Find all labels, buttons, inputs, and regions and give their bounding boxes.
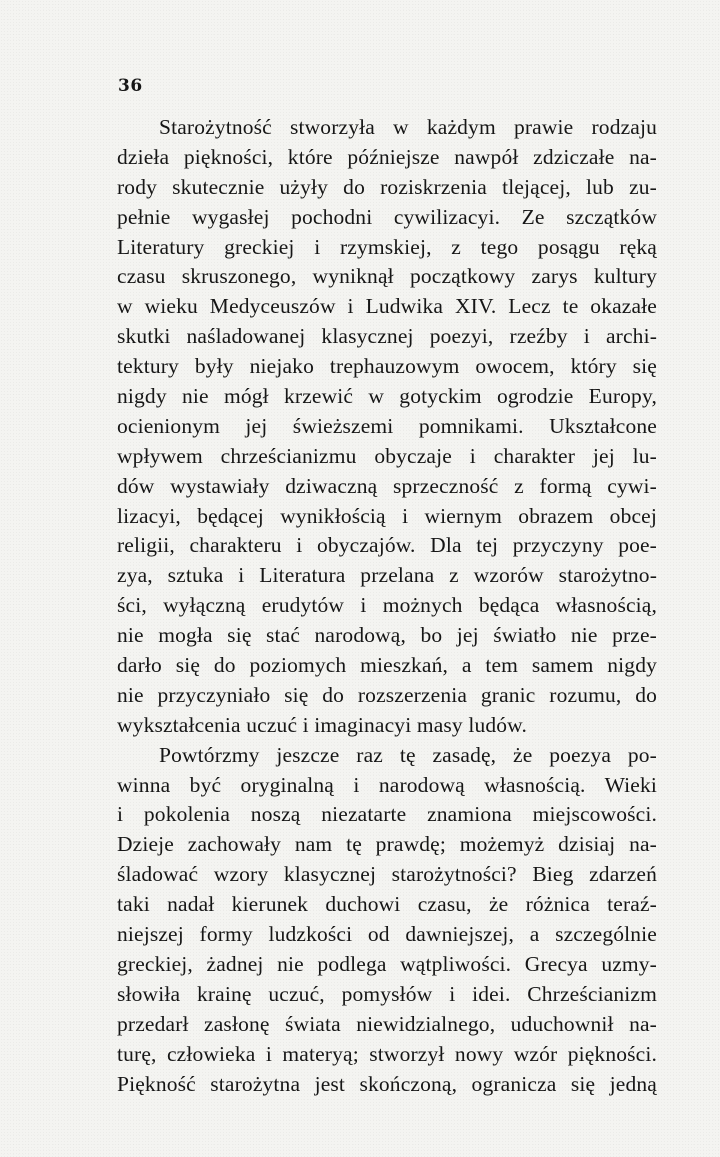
- text-line: ści, wyłączną erudytów i możnych będąca własnością,: [117, 593, 657, 618]
- text-line: dów wystawiały dziwaczną sprzeczność z formą cywi-: [117, 473, 657, 498]
- text-line: darło się do poziomych mieszkań, a tem samem nigdy: [117, 653, 657, 678]
- text-line: i pokolenia noszą niezatarte znamiona miejscowości.: [117, 802, 657, 827]
- text-line: wpływem chrześcianizmu obyczaje i charakter jej lu-: [117, 443, 657, 468]
- text-line: słowiła krainę uczuć, pomysłów i idei. Chrześcianizm: [117, 981, 657, 1006]
- text-line: czasu skruszonego, wyniknął początkowy zarys kultury: [117, 264, 657, 289]
- text-line: winna być oryginalną i narodową własnością. Wieki: [117, 772, 657, 797]
- text-line: śladować wzory klasycznej starożytności? Bieg zdarzeń: [117, 862, 657, 887]
- text-line: skutki naśladowanej klasycznej poezyi, rzeźby i archi-: [117, 324, 657, 349]
- body-text: [117, 113, 657, 1099]
- text-line: pełnie wygasłej pochodni cywilizacyi. Ze szczątków: [117, 204, 657, 229]
- page-number: 36: [118, 76, 143, 96]
- text-line: dzieła piękności, które późniejsze nawpół zdziczałe na-: [117, 144, 657, 169]
- text-line: ocienionym jej świeższemi pomnikami. Ukształcone: [117, 413, 657, 438]
- text-line: tektury były niejako trephauzowym owocem, który się: [117, 354, 657, 379]
- text-line: rody skutecznie użyły do roziskrzenia tlejącej, lub zu-: [117, 174, 657, 199]
- text-line: nie mogła się stać narodową, bo jej światło nie prze-: [117, 623, 657, 648]
- text-line: turę, człowieka i materyą; stworzył nowy wzór piękności.: [117, 1041, 657, 1066]
- text-line: wykształcenia uczuć i imaginacyi masy ludów.: [117, 712, 527, 737]
- text-line: niejszej formy ludzkości od dawniejszej, a szczególnie: [117, 922, 657, 947]
- paragraph-1: [117, 113, 657, 741]
- text-line: Powtórzmy jeszcze raz tę zasadę, że poezya po-: [159, 742, 657, 767]
- text-line: nie przyczyniało się do rozszerzenia granic rozumu, do: [117, 682, 657, 707]
- text-line: przedarł zasłonę świata niewidzialnego, uduchownił na-: [117, 1011, 657, 1036]
- text-line: w wieku Medyceuszów i Ludwika XIV. Lecz te okazałe: [117, 294, 657, 319]
- text-line: Literatury greckiej i rzymskiej, z tego posągu ręką: [117, 234, 657, 259]
- text-line: greckiej, żadnej nie podlega wątpliwości. Grecya uzmy-: [117, 951, 657, 976]
- text-line: taki nadał kierunek duchowi czasu, że różnica teraź-: [117, 892, 657, 917]
- text-line: religii, charakteru i obyczajów. Dla tej przyczyny poe-: [117, 533, 657, 558]
- text-line: Starożytność stworzyła w każdym prawie rodzaju: [159, 115, 657, 139]
- text-line: Dzieje zachowały nam tę prawdę; możemyż dzisiaj na-: [117, 832, 657, 857]
- text-line: zya, sztuka i Literatura przelana z wzorów starożytno-: [117, 563, 657, 588]
- text-line: lizacyi, będącej wynikłością i wiernym obrazem obcej: [117, 503, 657, 528]
- paragraph-2: [117, 741, 657, 1100]
- text-line: nigdy nie mógł krzewić w gotyckim ogrodzie Europy,: [117, 384, 657, 409]
- text-line: Piękność starożytna jest skończoną, ogranicza się jedną: [117, 1071, 657, 1096]
